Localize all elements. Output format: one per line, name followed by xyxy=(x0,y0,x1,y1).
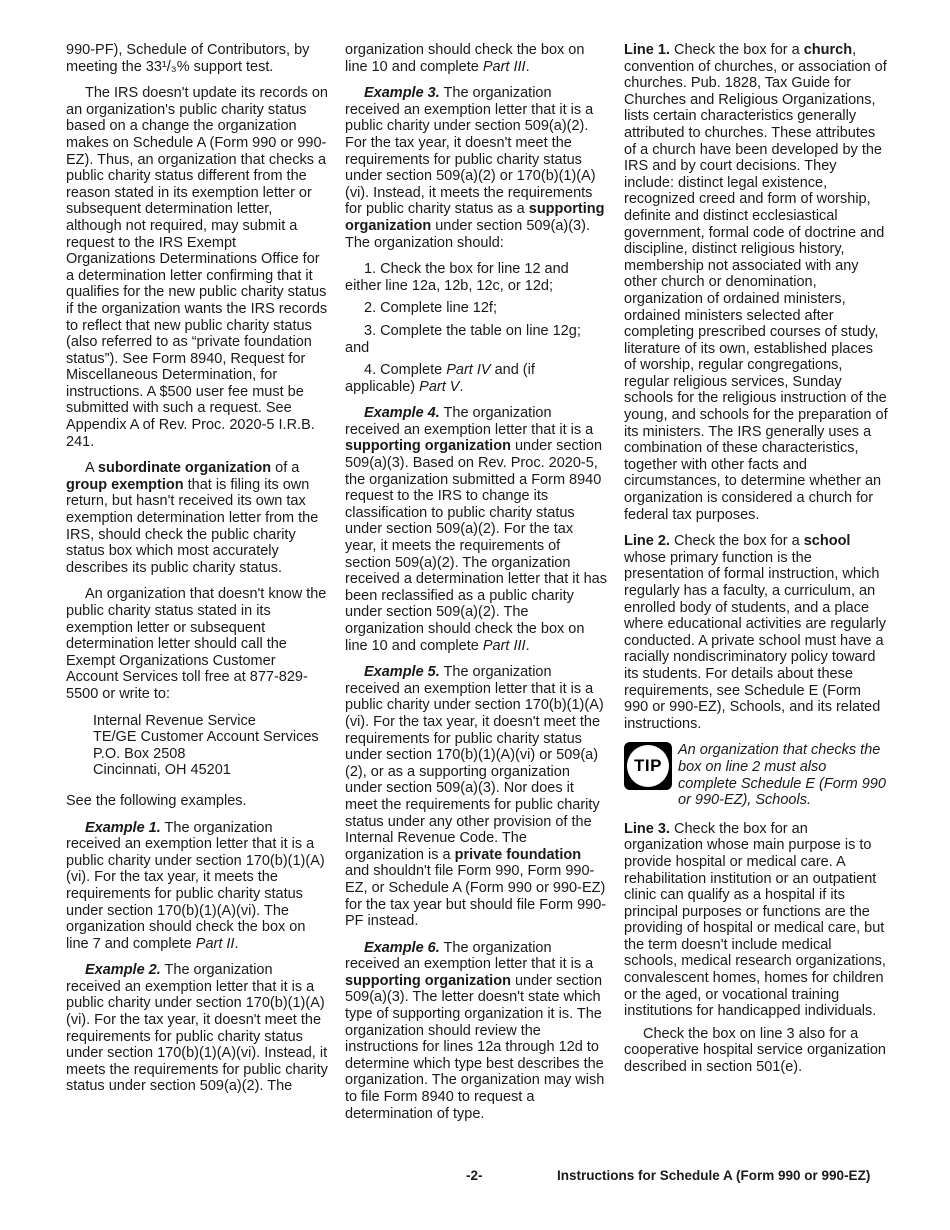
list-item: 3. Complete the table on line 12g; and xyxy=(345,322,581,356)
paragraph: 990-PF), Schedule of Contributors, by meeting the 33¹/₃% support test. xyxy=(66,42,310,75)
line-1-instructions: Line 1. Check the box for a church, convention of churches, or association of churches. Pub. 1828, Tax Guide for Churches and Religious Organizations, lists certain characteristics generally attributed to churches. These attributes of a church have been developed by the IRS and by court decisions. They include: distinct legal existence, recognized creed and form of worship, definite and distinct ecclesiastical government, formal code of doctrine and discipline, distinct religious history, membership not associated with any other church or denomination, organization of ordained ministers, ordained ministers selected after completing prescribed courses of study, literature of its own, established places of worship, regular congregations, regular religious services, Sunday schools for the religious instruction of the young, and schools for the preparation of its ministers. The IRS generally uses a combination of these characteristics, together with other facts and circumstances, to determine whether an organization is considered a church for federal tax purposes. xyxy=(624,42,888,523)
line-3-instructions: Line 3. Check the box for an organization whose main purpose is to provide hospital or medical care. A rehabilitation institution or an outpatient clinic can qualify as a hospital if its principal purposes or functions are the providing of hospital or medical care, but the term doesn't include medical schools, medical research organizations, convalescent homes, homes for children or the aged, or vocational training institutions for handicapped individuals. xyxy=(624,820,886,1020)
address-line: TE/GE Customer Account Services xyxy=(93,729,319,746)
example-1: Example 1. The organization received an exemption letter that it is a public charity under section 170(b)(1)(A)(vi). For the tax year, it meets the requirements for public charity status under section 170(b)(1)(A)(vi). The organization should check the box on line 7 and complete Part II. xyxy=(66,819,325,952)
list-item: 2. Complete line 12f; xyxy=(364,300,497,317)
paragraph: See the following examples. xyxy=(66,792,247,809)
example-4: Example 4. The organization received an exemption letter that it is a supporting organization under section 509(a)(3). Based on Rev. Proc. 2020-5, the organization submitted a Form 8940 request to the IRS to change its classification to public charity status under section 509(a)(2). For the tax year, it meets the requirements of section 509(a)(2). The organization received a determination letter that it has been reclassified as a public charity under section 509(a)(2). The organization should check the box on line 10 and complete Part III. xyxy=(345,405,607,654)
column-2 xyxy=(345,42,607,1132)
example-6: Example 6. The organization received an exemption letter that it is a supporting organization under section 509(a)(3). The letter doesn't state which type of supporting organization it is. The organization should review the instructions for lines 12a through 12d to determine which type best describes the organization. The organization may wish to file Form 8940 to request a determination of type. xyxy=(345,939,605,1122)
tip-icon: TIP xyxy=(624,742,672,790)
paragraph: Check the box on line 3 also for a cooperative hospital service organization described in section 501(e). xyxy=(624,1025,886,1076)
example-5: Example 5. The organization received an exemption letter that it is a public charity under section 170(b)(1)(A)(vi). For the tax year, it doesn't meet the requirements for public charity status under section 170(b)(1)(A)(vi) or 509(a)(2), or as a supporting organization under section 509(a)(3). Nor does it meet the requirements for public charity status under any other provision of the Internal Revenue Code. The organization is a private foundation and shouldn't file Form 990, Form 990-EZ, or Schedule A (Form 990 or 990-EZ) for the tax year but should file Form 990-PF instead. xyxy=(345,664,607,930)
column-1 xyxy=(66,42,328,1105)
paragraph: organization should check the box on line 10 and complete Part III. xyxy=(345,42,585,75)
address-line: P.O. Box 2508 xyxy=(93,745,186,762)
line-2-instructions: Line 2. Check the box for a school whose primary function is the presentation of formal instruction, which regularly has a faculty, a curriculum, an enrolled body of students, and a place where educational activities are regularly conducted. A private school must have a racially nondiscriminatory policy toward its students. For details about these requirements, see Schedule E (Form 990 or 990-EZ), Schools, and its related instructions. xyxy=(624,533,886,732)
tip-text: An organization that checks the box on line 2 must also complete Schedule E (Form 990 or 990-EZ), Schools. xyxy=(678,742,886,809)
example-3: Example 3. The organization received an exemption letter that it is a public charity under section 509(a)(2). For the tax year, it doesn't meet the requirements for public charity status under section 509(a)(2) or 170(b)(1)(A)(vi). Instead, it meets the requirements for public charity status as a supporting organization under section 509(a)(3). The organization should: xyxy=(345,85,605,251)
page-number: -2- xyxy=(466,1168,483,1183)
list-item: 1. Check the box for line 12 and either line 12a, 12b, 12c, or 12d; xyxy=(345,261,569,294)
paragraph: The IRS doesn't update its records on an organization's public charity status based on a change the organization makes on Schedule A (Form 990 or 990-EZ). Thus, an organization that checks a public charity status different from the reason stated in its exemption letter or subsequent determination letter, although not required, may submit a request to the IRS Exempt Organizations Determinations Office for a determination letter confirming that it qualifies for the new public charity status if the organization wants the IRS records to reflect that new public charity status (also referred to as “private foundation status”). See Form 8940, Request for Miscellaneous Determination, for instructions. A $500 user fee must be submitted with such a request. See Appendix A of Rev. Proc. 2020-5 I.R.B. 241. xyxy=(66,85,328,450)
list-item: 4. Complete Part IV and (if applicable) Part V. xyxy=(345,362,535,395)
mailing-address xyxy=(66,713,328,779)
address-line: Internal Revenue Service xyxy=(93,712,256,729)
example-2: Example 2. The organization received an exemption letter that it is a public charity under section 170(b)(1)(A)(vi). For the tax year, it doesn't meet the requirements for public charity status under section 170(b)(1)(A)(vi). Instead, it meets the requirements for public charity status under section 509(a)(2). The xyxy=(66,962,328,1095)
footer-title: Instructions for Schedule A (Form 990 or 990-EZ) xyxy=(557,1168,871,1183)
column-3 xyxy=(624,42,888,1086)
tip-box xyxy=(624,742,888,808)
paragraph: A subordinate organization of a group exemption that is filing its own return, but hasn't received its own tax exemption determination letter from the IRS, should check the public charity status box which most accurately describes its public charity status. xyxy=(66,460,319,576)
address-line: Cincinnati, OH 45201 xyxy=(93,762,231,779)
paragraph: An organization that doesn't know the public charity status stated in its exemption letter or subsequent determination letter should call the Exempt Organizations Customer Account Services toll free at 877-829-5500 or write to: xyxy=(66,586,327,702)
